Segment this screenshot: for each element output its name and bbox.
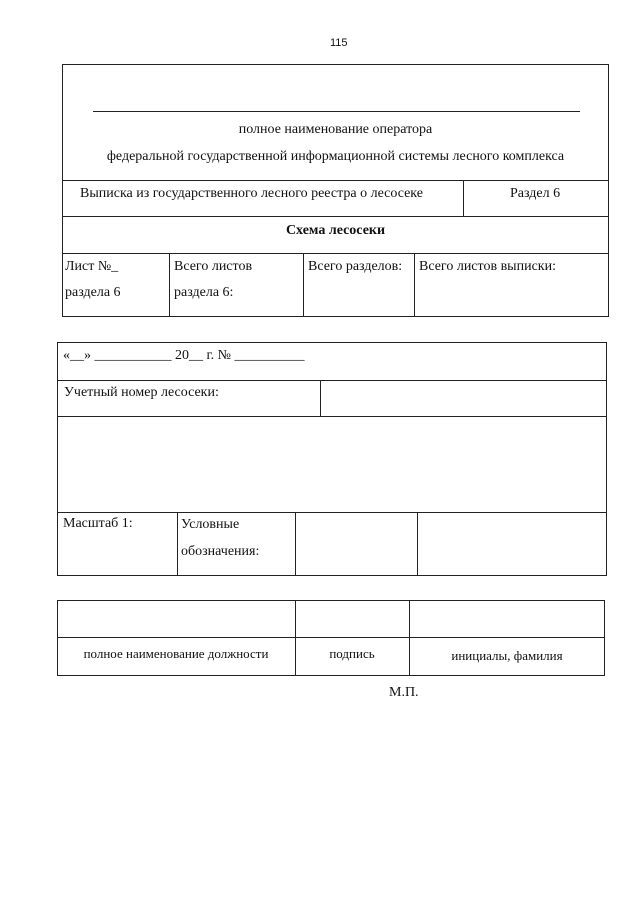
total-sheets-line2: раздела 6: (174, 285, 234, 300)
operator-caption-1: полное наименование оператора (238, 122, 433, 137)
stamp-placeholder: М.П. (389, 685, 419, 700)
divider (57, 637, 605, 638)
total-sheets-line1: Всего листов (174, 259, 253, 274)
scheme-title: Схема лесосеки (285, 223, 386, 238)
divider (463, 180, 464, 216)
position-label: полное наименование должности (83, 646, 269, 661)
total-extract-sheets: Всего листов выписки: (419, 259, 556, 274)
date-number-line: «__» ___________ 20__ г. № __________ (63, 348, 305, 363)
name-label: инициалы, фамилия (451, 648, 563, 663)
divider (303, 253, 304, 317)
account-number-label: Учетный номер лесосеки: (64, 385, 219, 400)
signature-label: подпись (329, 646, 375, 661)
scheme-drawing-area (58, 417, 606, 512)
sheet-number-line2: раздела 6 (65, 285, 121, 300)
section-label: Раздел 6 (510, 186, 561, 201)
legend-label-line2: обозначения: (181, 544, 260, 559)
divider (409, 600, 410, 676)
divider (62, 216, 609, 217)
operator-name-line (93, 111, 580, 112)
divider (169, 253, 170, 317)
divider (320, 380, 321, 416)
divider (177, 512, 178, 576)
divider (62, 253, 609, 254)
signature-frame (57, 600, 605, 676)
divider (417, 512, 418, 576)
sheet-number-line1: Лист №_ (65, 259, 119, 274)
divider (295, 512, 296, 576)
operator-caption-2: федеральной государственной информационной системы лесного комплекса (106, 149, 565, 164)
total-sections: Всего разделов: (308, 259, 403, 274)
page-number: 115 (330, 37, 348, 49)
divider (62, 180, 609, 181)
legend-label-line1: Условные (181, 517, 240, 532)
divider (295, 600, 296, 676)
divider (414, 253, 415, 317)
divider (57, 512, 607, 513)
scale-label: Масштаб 1: (63, 516, 133, 531)
extract-title: Выписка из государственного лесного реестра о лесосеке (80, 186, 423, 201)
divider (57, 380, 607, 381)
